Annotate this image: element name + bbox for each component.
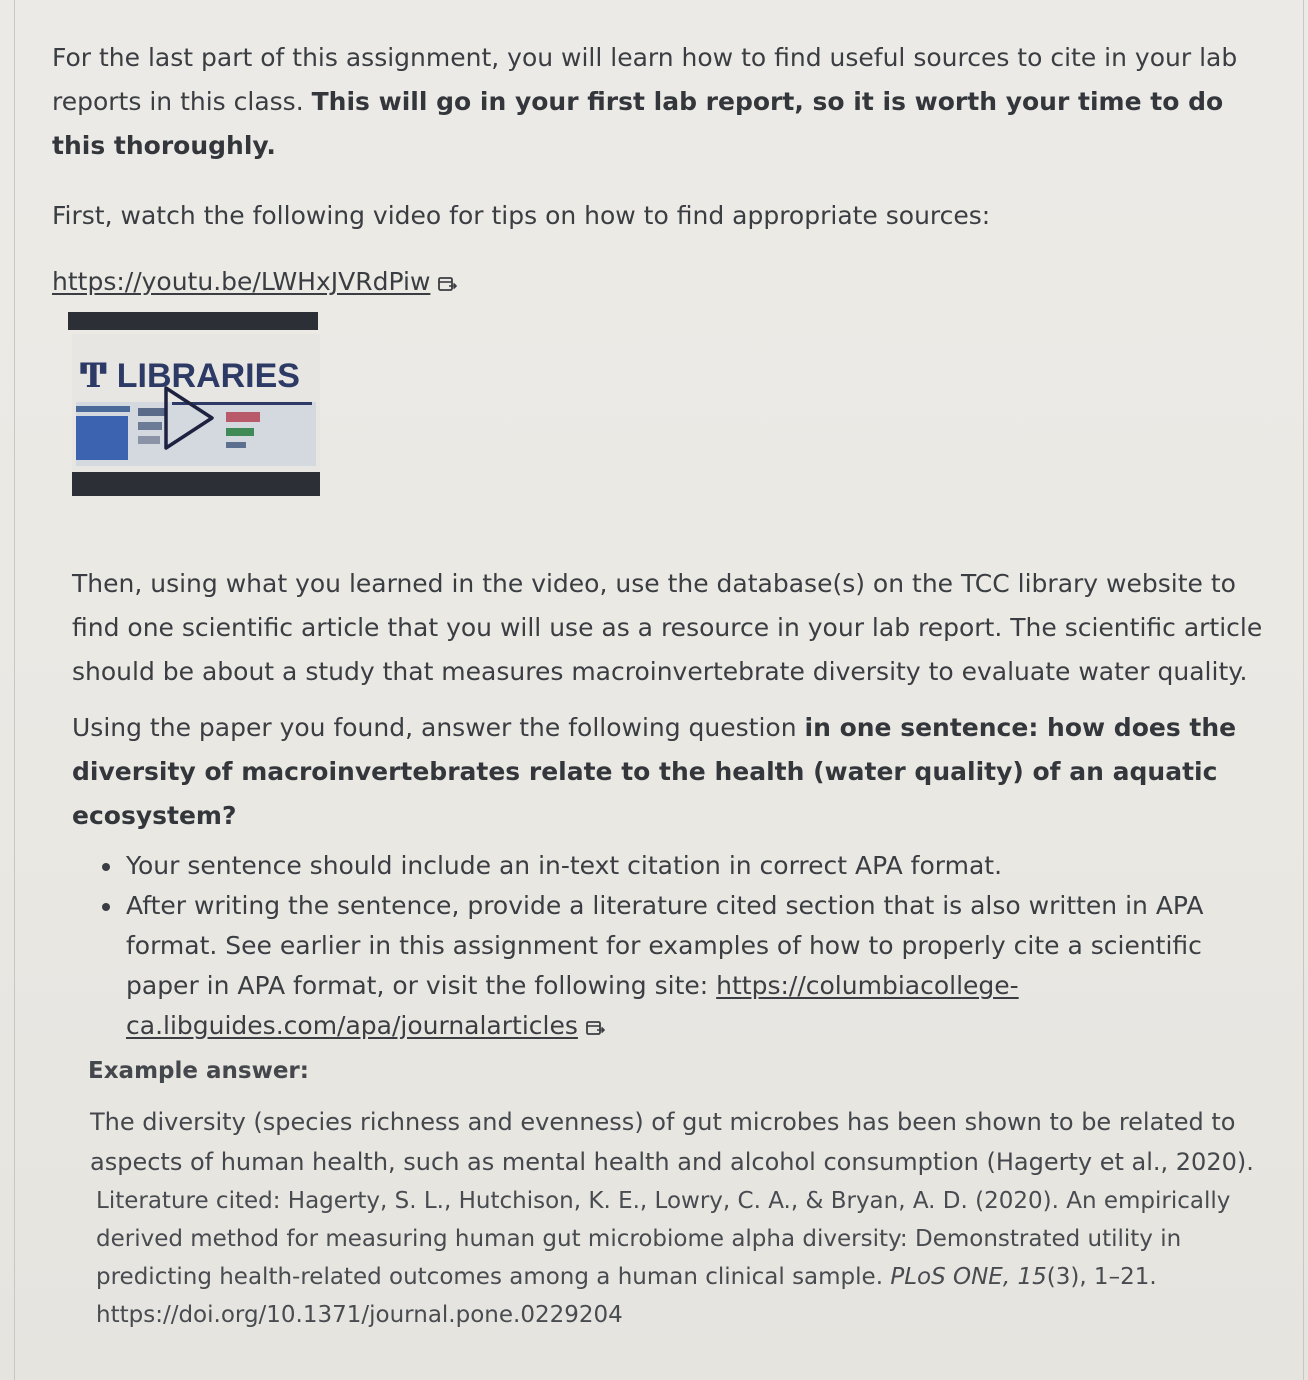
- thumbnail-logo-mark: Ͳ: [80, 356, 108, 396]
- literature-cited-journal: PLoS ONE, 15: [890, 1264, 1047, 1290]
- assignment-content: [52, 36, 1267, 1334]
- apa-guide-link[interactable]: https://columbiacollege-ca.libguides.com/apa/journalarticles: [126, 971, 1019, 1040]
- bullet-citation-text: Your sentence should include an in-text citation in correct APA format.: [126, 851, 1003, 880]
- intro-bold-text: This will go in your first lab report, so it is worth your time to do this thoroughly.: [52, 87, 1224, 160]
- intro-text: For the last part of this assignment, you will learn how to find useful sources to cite in your lab reports in this class.: [52, 43, 1238, 116]
- question-text: Using the paper you found, answer the following question: [72, 713, 805, 742]
- instructions-section: [52, 562, 1267, 1334]
- find-article-paragraph: Then, using what you learned in the video, use the database(s) on the TCC library website to find one scientific article that you will use as a resource in your lab report. The scientific article should be about a study that measures macroinvertebrate diversity to evaluate water quality.: [72, 569, 1263, 686]
- literature-cited-text: Literature cited: Hagerty, S. L., Hutchison, K. E., Lowry, C. A., & Bryan, A. D. (2020). An empirically derived method for measuring human gut microbiome alpha diversity: Demonstrated utility in predicting health-related outcomes among a human clinical sample.: [96, 1188, 1231, 1290]
- video-link[interactable]: https://youtu.be/LWHxJVRdPiw: [52, 267, 431, 296]
- bullet-literature-text: After writing the sentence, provide a literature cited section that is also written in APA format. See earlier in this assignment for examples of how to properly cite a scientific paper in APA format, or visit the following site:: [126, 891, 1204, 1000]
- question-bold-text: in one sentence: how does the diversity of macroinvertebrates relate to the health (water quality) of an aquatic ecosystem?: [72, 713, 1237, 830]
- video-thumbnail-topbar: [68, 312, 318, 330]
- right-divider: [1303, 0, 1304, 1380]
- external-link-icon[interactable]: [438, 276, 458, 292]
- video-thumbnail-image: [72, 334, 320, 496]
- example-answer-label: Example answer:: [88, 1058, 309, 1084]
- watch-instruction: First, watch the following video for tips on how to find appropriate sources:: [52, 201, 991, 230]
- list-item: [124, 886, 1267, 1046]
- requirements-list: [52, 846, 1267, 1046]
- literature-cited: [96, 1182, 1267, 1334]
- example-answer-text: The diversity (species richness and evenness) of gut microbes has been shown to be related to aspects of human health, such as mental health and alcohol consumption (Hagerty et al., 2020).: [90, 1108, 1254, 1176]
- left-divider: [14, 0, 15, 1380]
- thumbnail-logo-text: LIBRARIES: [116, 357, 300, 395]
- video-thumbnail[interactable]: [68, 312, 320, 498]
- intro-paragraph: [52, 36, 1267, 168]
- external-link-icon[interactable]: [586, 1020, 606, 1036]
- video-thumbnail-bottombar: [72, 472, 320, 496]
- literature-cited-issue: (3), 1–21. https://doi.org/10.1371/journal.pone.0229204: [96, 1264, 1157, 1328]
- video-link-line: [52, 260, 1267, 304]
- question-paragraph: [72, 706, 1267, 838]
- play-icon[interactable]: [160, 382, 220, 454]
- list-item: [124, 846, 1267, 886]
